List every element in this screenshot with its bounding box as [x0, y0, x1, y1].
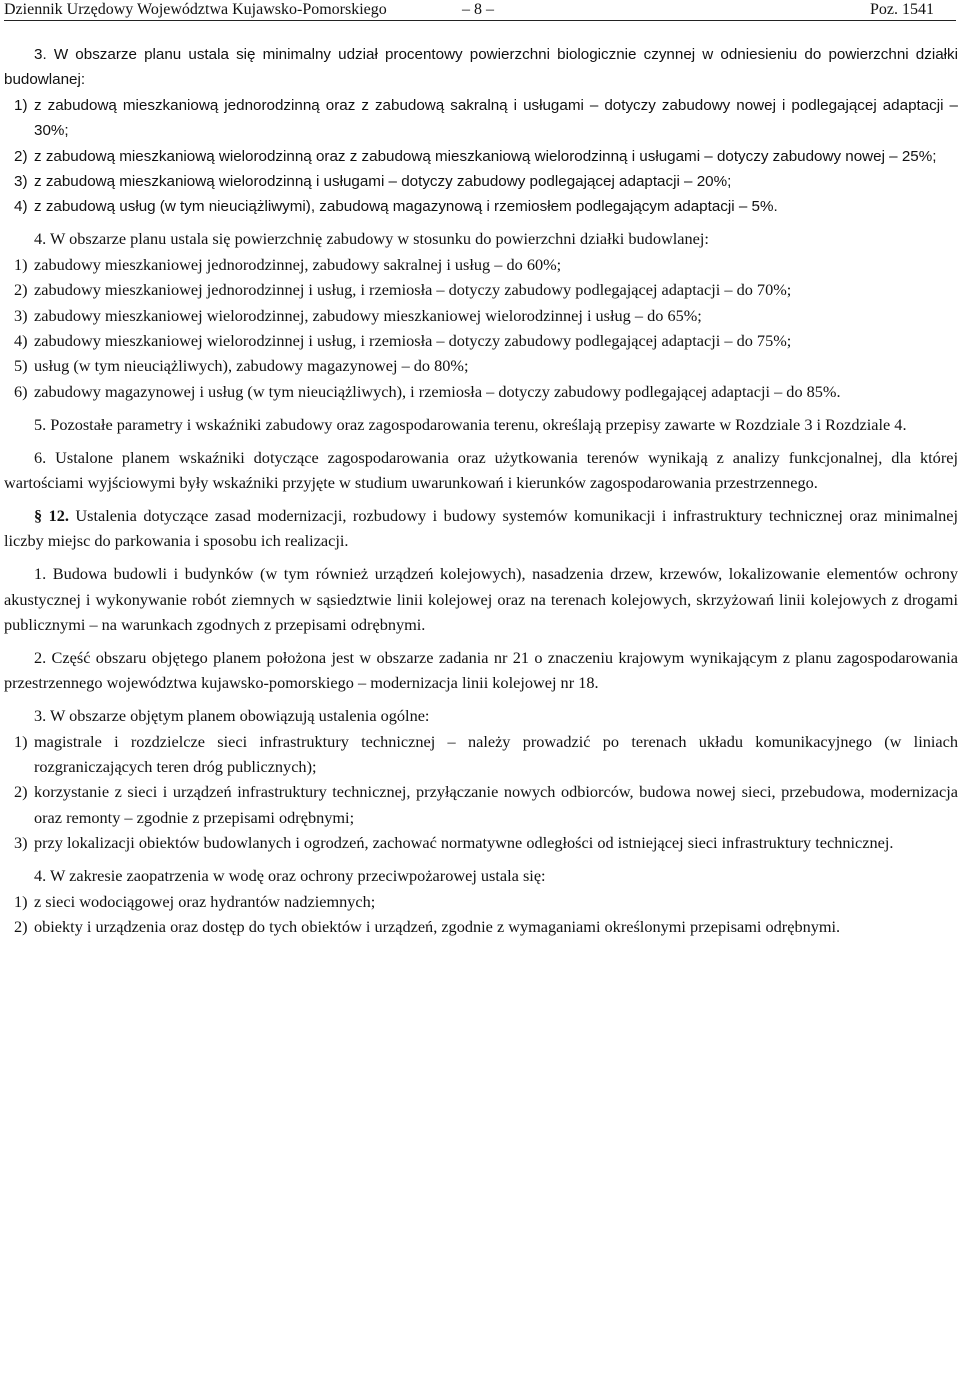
list-item-text: zabudowy mieszkaniowej wielorodzinnej i usług, i rzemiosła – dotyczy zabudowy podlegającej adaptacji – do 75%;: [34, 330, 792, 350]
list-item-number: 1): [14, 96, 28, 114]
list-item-text: zabudowy mieszkaniowej jednorodzinnej i usług, i rzemiosła – dotyczy zabudowy podlegającej adaptacji – do 70%;: [34, 280, 792, 300]
page-header: [4, 0, 956, 22]
list-item-number: 5): [14, 356, 28, 376]
list-item-number: 1): [14, 891, 28, 911]
position-number: Poz. 1541: [870, 1, 934, 18]
section-12-point-1: 1. Budowa budowli i budynków (w tym również urządzeń kolejowych), nasadzenia drzew, krzewów, lokalizowanie elementów ochrony akustycznej i wykonywanie robót ziemnych w sąsiedztwie linii kolejowej oraz na terenach kolejowych, skrzyżowań linii kolejowych z drogami publicznymi – na warunkach zgodnych z przepisami odrębnymi.: [4, 564, 958, 635]
section-12-heading: [4, 503, 958, 554]
list-item-text: z sieci wodociągowej oraz hydrantów nadziemnych;: [34, 891, 376, 911]
list-item-text: zabudowy magazynowej i usług (w tym nieuciążliwych), i rzemiosła – dotyczy zabudowy podlegającej adaptacji – do 85%.: [34, 381, 841, 401]
list-item-number: 3): [14, 305, 28, 325]
list-item-text: z zabudową usług (w tym nieuciążliwymi), zabudową magazynową i rzemiosłem podlegającym adaptacji – 5%.: [34, 198, 778, 216]
list-item-text: usług (w tym nieuciążliwych), zabudowy magazynowej – do 80%;: [34, 356, 469, 376]
paragraph-5: 5. Pozostałe parametry i wskaźniki zabudowy oraz zagospodarowania terenu, określają przepisy zawarte w Rozdziale 3 i Rozdziale 4.: [34, 414, 907, 434]
list-item: [4, 252, 958, 277]
list-item-text: z zabudową mieszkaniową wielorodzinną i usługami – dotyczy zabudowy podlegającej adaptacji – 20%;: [34, 173, 732, 191]
section-12-point-4-intro: 4. W zakresie zaopatrzenia w wodę oraz ochrony przeciwpożarowej ustala się:: [34, 866, 546, 886]
list-item: [4, 169, 958, 194]
list-item-number: 2): [14, 280, 28, 300]
list-item-number: 4): [14, 198, 28, 216]
paragraph-6: 6. Ustalone planem wskaźniki dotyczące zagospodarowania oraz użytkowania terenów wynikają z analizy funkcjonalnej, dla której wartościami wyjściowymi były wskaźniki przyjęte w studium uwarunkowań i kierunków zagospodarowania przestrzennego.: [4, 447, 958, 492]
list-item-number: 3): [14, 173, 28, 191]
section-4-intro: 4. W obszarze planu ustala się powierzchnię zabudowy w stosunku do powierzchni działki budowlanej:: [34, 229, 709, 249]
list-item: [4, 889, 958, 914]
list-item: [4, 303, 958, 328]
list-item-number: 1): [14, 254, 28, 274]
list-item: [4, 353, 958, 378]
list-item-text: przy lokalizacji obiektów budowlanych i ogrodzeń, zachować normatywne odległości od istniejącej sieci infrastruktury technicznej.: [34, 833, 894, 853]
section-3-intro: 3. W obszarze planu ustala się minimalny udział procentowy powierzchni biologicznie czynnej w odniesieniu do powierzchni działki budowlanej:: [4, 46, 958, 89]
section-12-text: Ustalenia dotyczące zasad modernizacji, rozbudowy i budowy systemów komunikacji i infrastruktury technicznej oraz minimalnej liczby miejsc do parkowania i sposobu ich realizacji.: [4, 505, 959, 551]
list-item-number: 1): [14, 731, 28, 751]
list-item: [4, 914, 958, 939]
page-number: – 8 –: [462, 1, 494, 18]
list-item-text: korzystanie z sieci i urządzeń infrastruktury technicznej, przyłączanie nowych odbiorców, budowa nowej sieci, przebudowa, modernizacja oraz remonty – zgodnie z przepisami odrębnymi;: [34, 782, 958, 827]
list-item: [4, 194, 958, 219]
section-symbol: § 12.: [34, 505, 69, 525]
list-item-number: 4): [14, 330, 28, 350]
list-item-text: obiekty i urządzenia oraz dostęp do tych obiektów i urządzeń, zgodnie z wymaganiami określonymi przepisami odrębnymi.: [34, 917, 841, 936]
section-12-point-3-intro: 3. W obszarze objętym planem obowiązują ustalenia ogólne:: [34, 706, 430, 726]
list-item: [4, 277, 958, 302]
list-item-text: zabudowy mieszkaniowej wielorodzinnej, zabudowy mieszkaniowej wielorodzinnej i usług – do 65%;: [34, 305, 702, 325]
list-item-number: 2): [14, 917, 28, 936]
header-divider: [4, 20, 956, 21]
list-item-text: z zabudową mieszkaniową wielorodzinną oraz z zabudową mieszkaniową wielorodzinną i usługami – dotyczy zabudowy nowej – 25%;: [34, 147, 937, 165]
list-item: [4, 830, 958, 855]
list-item: [4, 144, 958, 169]
list-item-number: 6): [14, 381, 28, 401]
list-item: [4, 729, 958, 780]
list-item-number: 2): [14, 147, 28, 165]
list-item: [4, 779, 958, 830]
journal-title: Dziennik Urzędowy Województwa Kujawsko-Pomorskiego: [4, 1, 387, 18]
list-item-number: 3): [14, 833, 28, 853]
list-item-text: magistrale i rozdzielcze sieci infrastruktury technicznej – należy prowadzić po terenach układu komunikacyjnego (w liniach rozgraniczających teren dróg publicznych);: [34, 731, 958, 777]
list-item: [4, 379, 958, 404]
list-item-number: 2): [14, 782, 28, 802]
list-item: [4, 328, 958, 353]
document-body: [4, 42, 958, 939]
list-item-text: zabudowy mieszkaniowej jednorodzinnej, zabudowy sakralnej i usług – do 60%;: [34, 254, 562, 274]
list-item: [4, 93, 958, 144]
list-item-text: z zabudową mieszkaniową jednorodzinną oraz z zabudową sakralną i usługami – dotyczy zabudowy nowej i podlegającej adaptacji – 30%;: [34, 96, 958, 140]
section-12-point-2: 2. Część obszaru objętego planem położona jest w obszarze zadania nr 21 o znaczeniu krajowym wynikającym z planu zagospodarowania przestrzennego województwa kujawsko-pomorskiego – modernizacja linii kolejowej nr 18.: [4, 647, 958, 693]
